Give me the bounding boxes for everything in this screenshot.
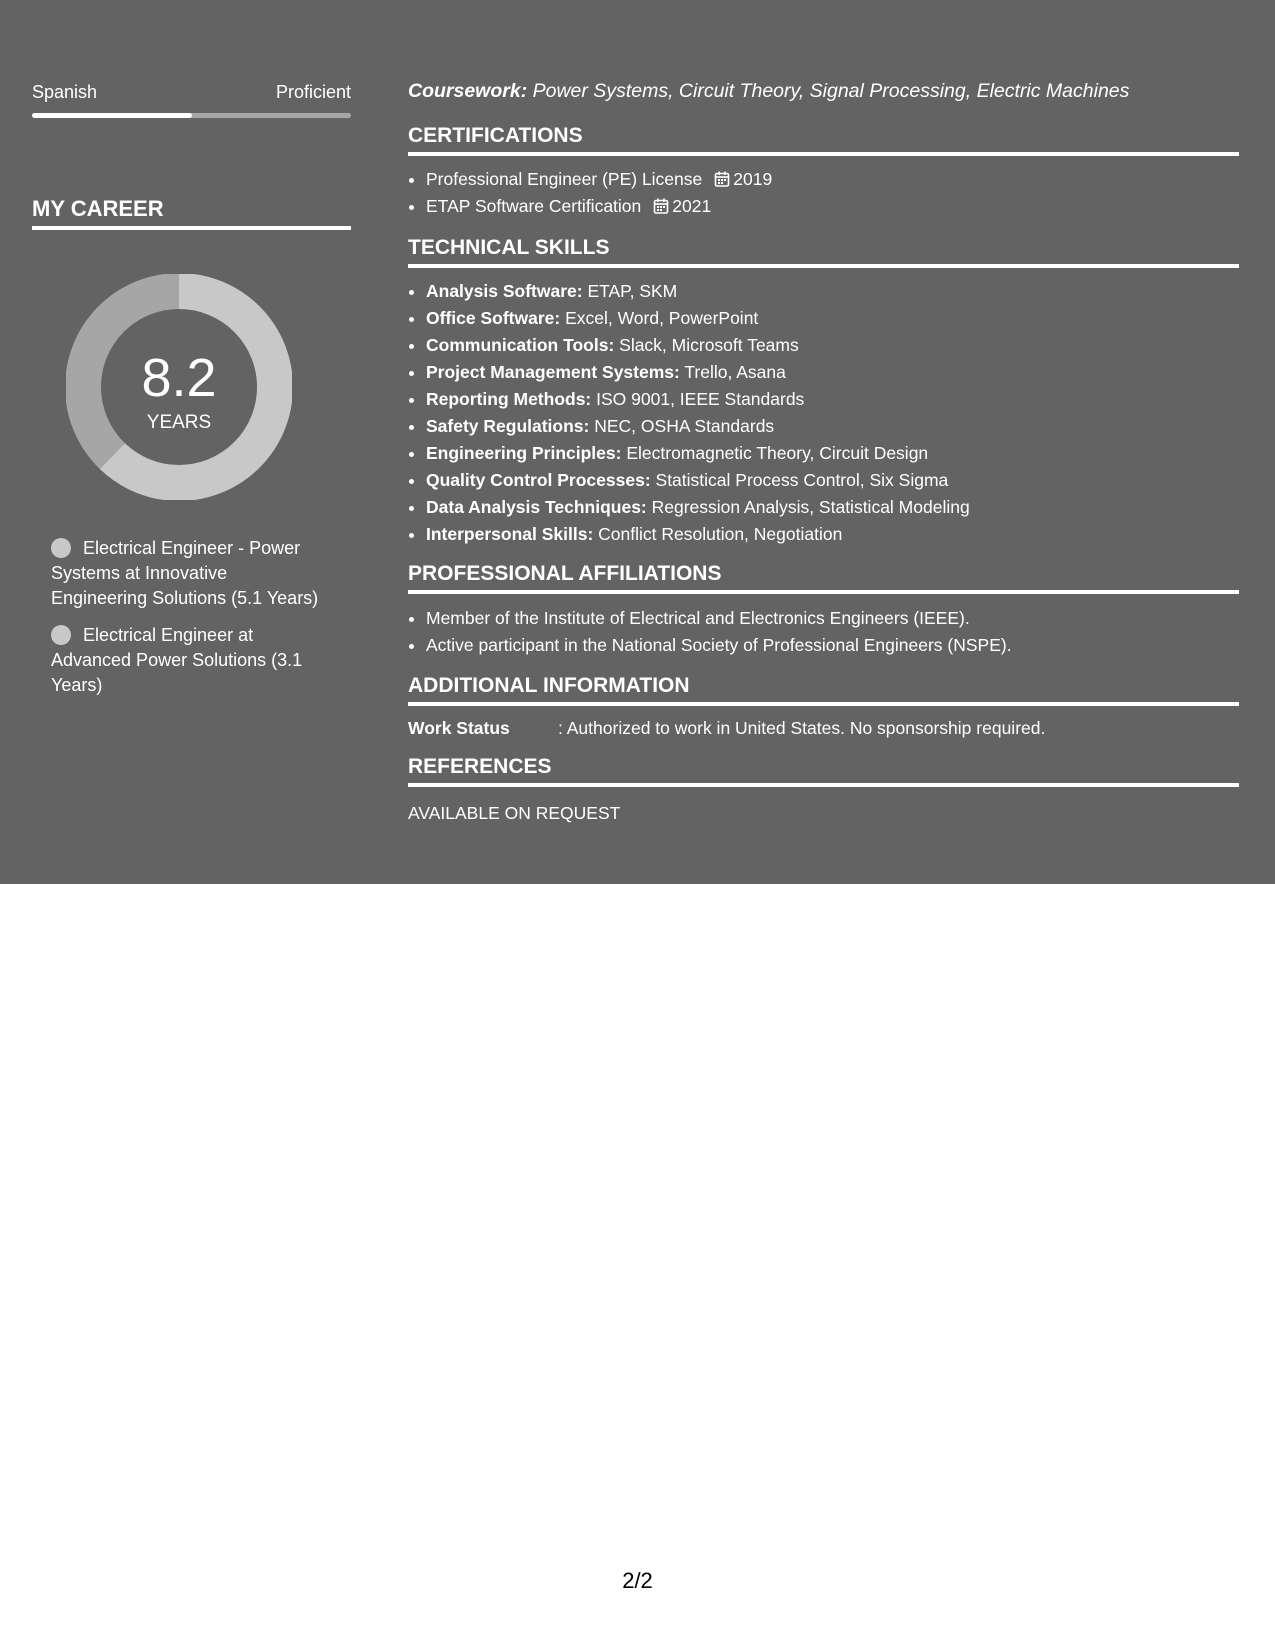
references-text: AVAILABLE ON REQUEST <box>408 803 621 823</box>
skill-label: Interpersonal Skills: <box>426 524 594 544</box>
language-level-bar <box>32 113 351 118</box>
references-heading: REFERENCES <box>408 755 1239 787</box>
skill-item <box>426 521 1236 548</box>
bullet-dot-icon <box>51 625 71 645</box>
skill-item <box>426 278 1236 305</box>
certification-item <box>426 166 1236 193</box>
career-total-years: 8.2 <box>141 348 217 408</box>
skill-label: Office Software: <box>426 308 561 328</box>
skill-value: Conflict Resolution, Negotiation <box>593 524 843 544</box>
skill-label: Quality Control Processes: <box>426 470 651 490</box>
skill-label: Analysis Software: <box>426 281 583 301</box>
work-status-row <box>408 718 1045 739</box>
calendar-icon <box>714 171 730 187</box>
language-name: Spanish <box>32 82 98 102</box>
skill-value: NEC, OSHA Standards <box>589 416 775 436</box>
skill-item <box>426 494 1236 521</box>
career-job-item <box>51 536 321 611</box>
skill-label: Project Management Systems: <box>426 362 680 382</box>
skill-item <box>426 359 1236 386</box>
skill-item <box>426 332 1236 359</box>
page-number: 2/2 <box>622 1568 653 1593</box>
skill-item <box>426 305 1236 332</box>
affiliation-item: • Member of the Institute of Electrical and Electronics Engineers (IEEE). <box>426 605 1236 632</box>
additional-info-heading: ADDITIONAL INFORMATION <box>408 674 1239 706</box>
skill-value: ETAP, SKM <box>582 281 678 301</box>
technical-skills-list <box>408 278 1236 548</box>
career-years-unit: YEARS <box>146 412 212 433</box>
calendar-icon <box>653 198 669 214</box>
certification-item <box>426 193 1236 220</box>
career-job-list <box>51 536 321 710</box>
coursework-label: Coursework: <box>408 80 528 102</box>
career-heading: MY CAREER <box>32 196 351 230</box>
language-row <box>32 82 351 103</box>
skill-label: Safety Regulations: <box>426 416 590 436</box>
career-years-donut <box>66 274 292 500</box>
skill-label: Communication Tools: <box>426 335 615 355</box>
coursework-text: Power Systems, Circuit Theory, Signal Processing, Electric Machines <box>527 80 1130 102</box>
career-job-text: Electrical Engineer - Power Systems at Innovative Engineering Solutions (5.1 Years) <box>51 538 319 608</box>
skill-label: Reporting Methods: <box>426 389 592 409</box>
skill-item <box>426 467 1236 494</box>
affiliation-item: • Active participant in the National Society of Professional Engineers (NSPE). <box>426 632 1236 659</box>
skill-value: Trello, Asana <box>679 362 786 382</box>
language-level-fill <box>32 113 192 118</box>
certification-year: 2019 <box>733 169 773 189</box>
skill-value: Regression Analysis, Statistical Modeling <box>646 497 970 517</box>
skill-item <box>426 413 1236 440</box>
certification-name: Professional Engineer (PE) License <box>426 169 703 189</box>
coursework-line <box>408 80 1129 103</box>
skill-item <box>426 440 1236 467</box>
skill-item <box>426 386 1236 413</box>
skill-label: Engineering Principles: <box>426 443 622 463</box>
technical-skills-heading: TECHNICAL SKILLS <box>408 236 1239 268</box>
career-job-item <box>51 623 321 698</box>
affiliations-heading: PROFESSIONAL AFFILIATIONS <box>408 562 1239 594</box>
skill-value: Statistical Process Control, Six Sigma <box>650 470 949 490</box>
bullet-dot-icon <box>51 538 71 558</box>
language-level: Proficient <box>275 82 351 102</box>
work-status-value: : Authorized to work in United States. No sponsorship required. <box>558 718 1046 738</box>
affiliations-list <box>408 605 1236 659</box>
certifications-list <box>408 166 1236 220</box>
career-job-text: Electrical Engineer at Advanced Power Solutions (3.1 Years) <box>51 625 303 695</box>
certification-name: ETAP Software Certification <box>426 196 642 216</box>
skill-value: Excel, Word, PowerPoint <box>560 308 759 328</box>
work-status-label: Work Status <box>408 718 510 738</box>
skill-value: Slack, Microsoft Teams <box>614 335 799 355</box>
certifications-heading: CERTIFICATIONS <box>408 124 1239 156</box>
skill-value: ISO 9001, IEEE Standards <box>591 389 805 409</box>
skill-label: Data Analysis Techniques: <box>426 497 647 517</box>
skill-value: Electromagnetic Theory, Circuit Design <box>621 443 929 463</box>
certification-year: 2021 <box>672 196 712 216</box>
